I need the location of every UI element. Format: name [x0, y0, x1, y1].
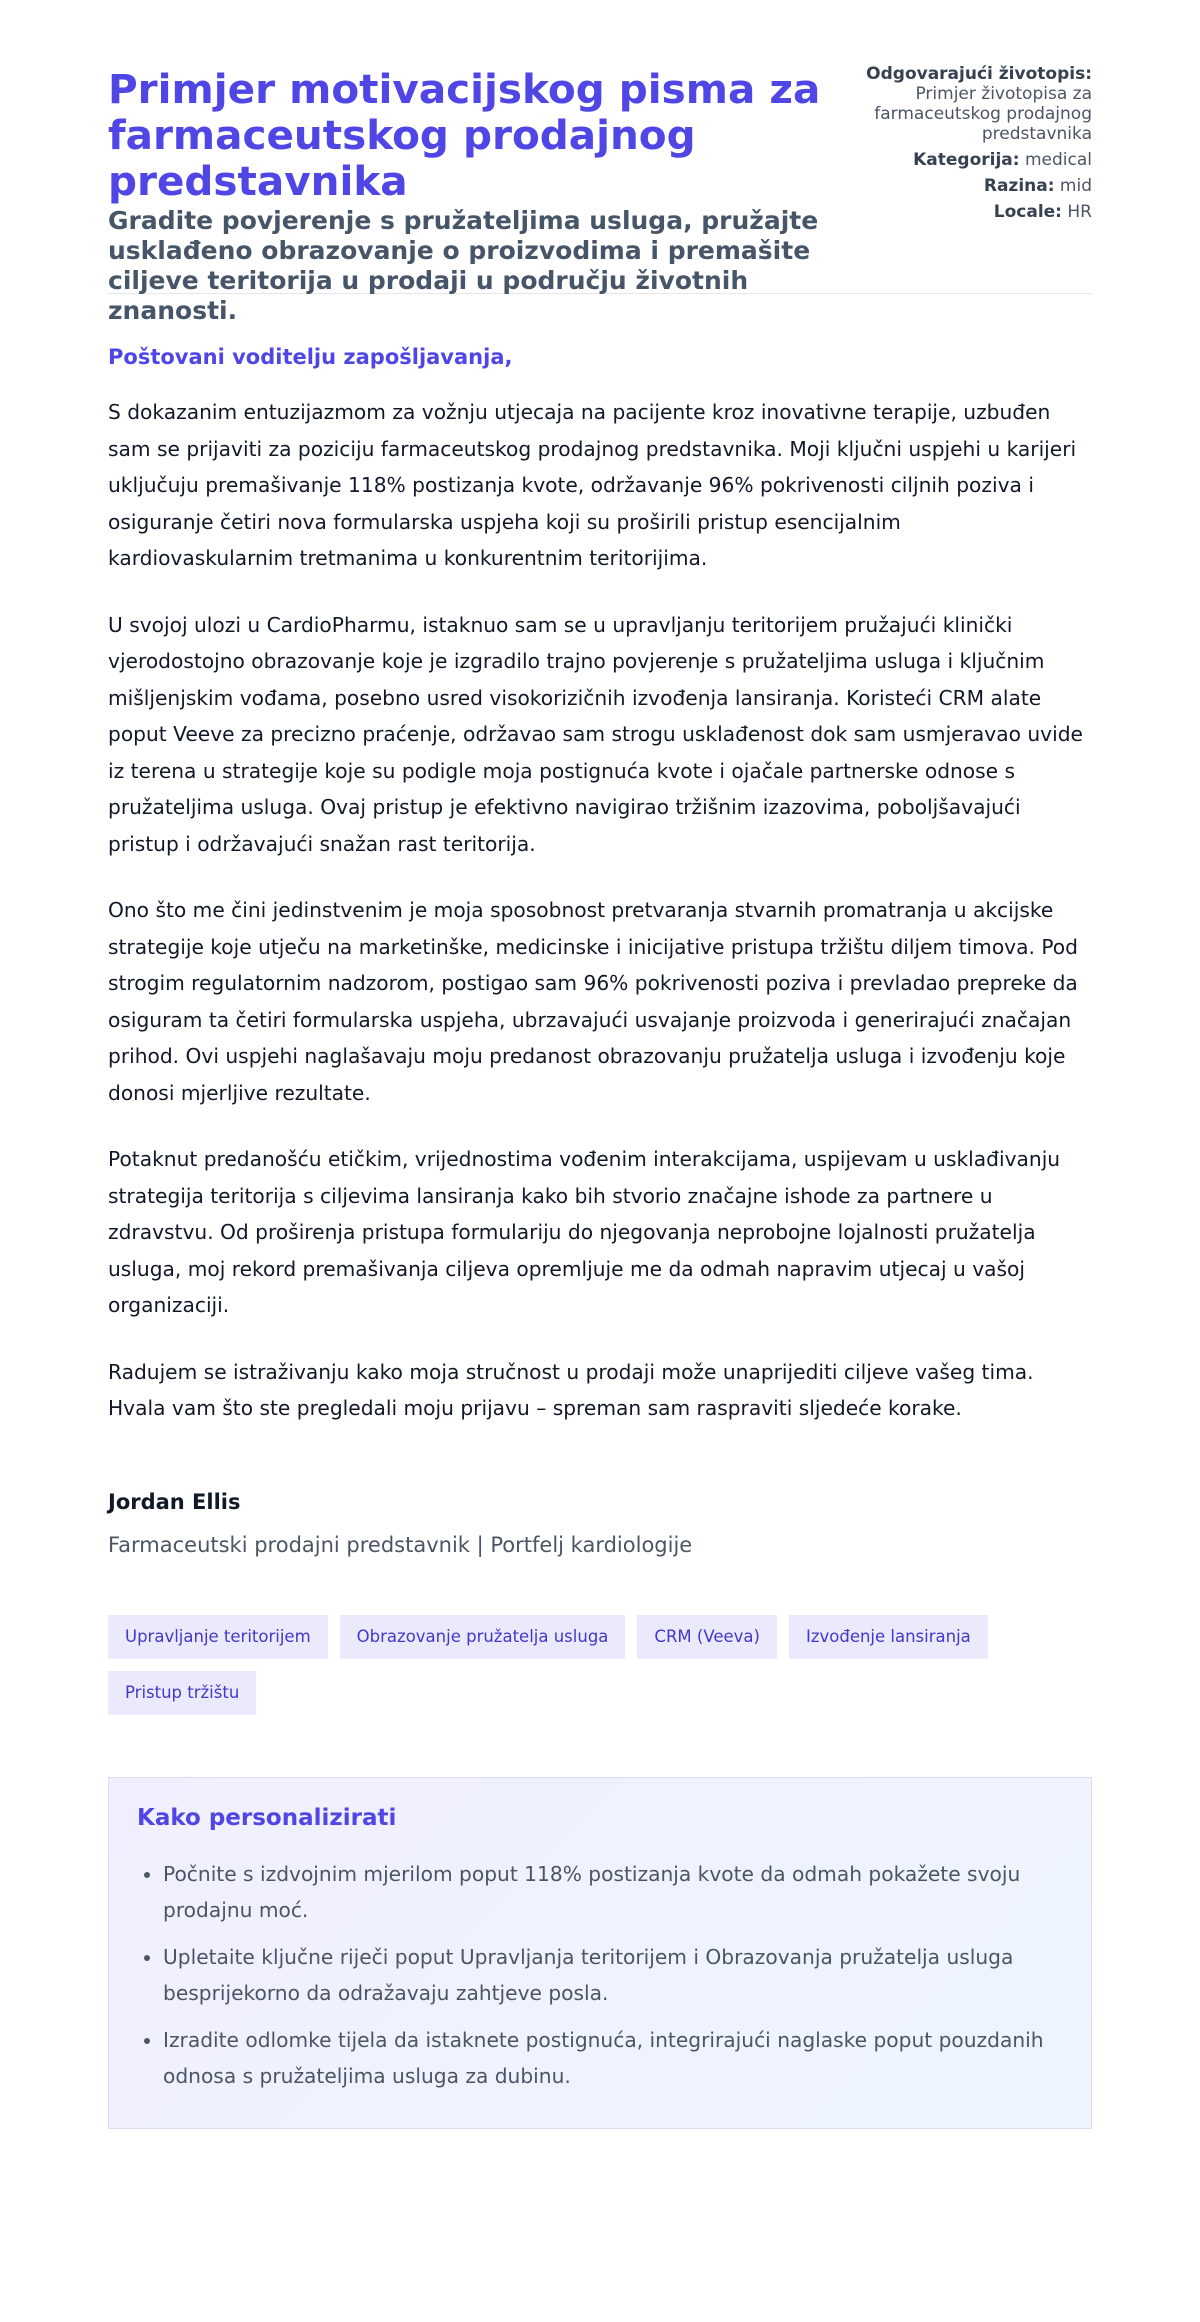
- skill-tag: Upravljanje teritorijem: [108, 1615, 328, 1659]
- personalization-tips: [108, 1777, 1092, 2129]
- page-title: Primjer motivacijskog pisma za farmaceutskog prodajnog predstavnika: [108, 65, 821, 205]
- skill-tag: CRM (Veeva): [637, 1615, 777, 1659]
- letter-paragraph: Potaknut predanošću etičkim, vrijednostima vođenim interakcijama, uspijevam u usklađivanju strategija teritorija s ciljevima lansiranja kako bih stvorio značajne ishode za partnere u zdravstvu. Od proširenja pristupa formulariju do njegovanja neprobojne lojalnosti pružatelja usluga, moj rekord premašivanja ciljeva opremljuje me da odmah napravim utjecaj u vašoj organizaciji.: [108, 1147, 1061, 1317]
- meta-resume-label: Odgovarajući životopis:: [866, 64, 1092, 84]
- skill-tag: Izvođenje lansiranja: [789, 1615, 988, 1659]
- tip-item: • Upletaite ključne riječi poput Upravljanja teritorijem i Obrazovanja pružatelja usluga besprijekorno da odražavaju zahtjeve posla.: [163, 1939, 1063, 2012]
- page-subtitle: Gradite povjerenje s pružateljima usluga, pružajte usklađeno obrazovanje o proizvodima i premašite ciljeve teritorija u prodaji u području životnih znanosti.: [108, 206, 819, 325]
- page-header: [108, 0, 1092, 325]
- meta-resume: [832, 64, 1092, 144]
- letter-paragraph: Ono što me čini jedinstvenim je moja sposobnost pretvaranja stvarnih promatranja u akcijske strategije koje utječu na marketinške, medicinske i inicijative pristupa tržištu diljem timova. Pod strogim regulatornim nadzorom, postigao sam 96% pokrivenosti poziva i prevladao prepreke da osiguram ta četiri formularska uspjeha, ubrzavajući usvajanje proizvoda i generirajući značajan prihod. Ovi uspjehi naglašavaju moju predanost obrazovanju pružatelja usluga i izvođenju koje donosi mjerljive rezultate.: [108, 898, 1078, 1105]
- meta-locale-label: Locale:: [993, 202, 1062, 222]
- tip-item: • Počnite s izdvojnim mjerilom poput 118% postizanja kvote da odmah pokažete svoju prodajnu moć.: [163, 1856, 1063, 1929]
- meta-level-label: Razina:: [983, 176, 1055, 196]
- meta-resume-link[interactable]: Primjer životopisa za farmaceutskog prodajnog predstavnika: [874, 84, 1092, 144]
- meta-category: [832, 150, 1092, 170]
- skill-tags: [108, 1615, 1092, 1715]
- tips-list: [137, 1856, 1063, 2095]
- letter-paragraph: Radujem se istraživanju kako moja stručnost u prodaji može unaprijediti ciljeve vašeg tima. Hvala vam što ste pregledali moju prijavu – spreman sam raspraviti sljedeće korake.: [108, 1359, 1034, 1420]
- letter-paragraph: U svojoj ulozi u CardioPharmu, istaknuo sam se u upravljanju teritorijem pružajući klinički vjerodostojno obrazovanje koje je izgradilo trajno povjerenje s pružateljima usluga i ključnim mišljenjskim vođama, posebno usred visokorizičnih izvođenja lansiranja. Koristeći CRM alate poput Veeve za precizno praćenje, održavao sam strogu usklađenost dok sam usmjeravao uvide iz terena u strategije koje su podigle moja postignuća kvote i ojačale partnerske odnose s pružateljima usluga. Ovaj pristup je efektivno navigirao tržišnim izazovima, poboljšavajući pristup i održavajući snažan rast teritorija.: [108, 612, 1083, 856]
- signature-role: Farmaceutski prodajni predstavnik | Portfelj kardiologije: [108, 1532, 693, 1557]
- meta-level-value: mid: [1059, 176, 1092, 196]
- cover-letter-page: [108, 0, 1092, 2129]
- meta-panel: [832, 64, 1092, 228]
- tip-item: • Izradite odlomke tijela da istaknete postignuća, integrirajući naglaske poput pouzdanih odnosa s pružateljima usluga za dubinu.: [163, 2022, 1063, 2095]
- skill-tag: Pristup tržištu: [108, 1671, 256, 1715]
- tips-title: Kako personalizirati: [137, 1804, 397, 1831]
- meta-category-label: Kategorija:: [913, 150, 1020, 170]
- letter-greeting: Poštovani voditelju zapošljavanja,: [108, 345, 513, 369]
- meta-locale: [832, 202, 1092, 222]
- signature-name: Jordan Ellis: [108, 1489, 241, 1514]
- meta-locale-value: HR: [1067, 202, 1092, 222]
- meta-category-value: medical: [1024, 150, 1092, 170]
- meta-level: [832, 176, 1092, 196]
- letter-paragraph: S dokazanim entuzijazmom za vožnju utjecaja na pacijente kroz inovativne terapije, uzbuđen sam se prijaviti za poziciju farmaceutskog prodajnog predstavnika. Moji ključni uspjehi u karijeri uključuju premašivanje 118% postizanja kvote, održavanje 96% pokrivenosti ciljnih poziva i osiguranje četiri nova formularska uspjeha koji su proširili pristup esencijalnim kardiovaskularnim tretmanima u konkurentnim teritorijima.: [108, 400, 1077, 570]
- letter-body: [108, 344, 1092, 1559]
- skill-tag: Obrazovanje pružatelja usluga: [340, 1615, 626, 1659]
